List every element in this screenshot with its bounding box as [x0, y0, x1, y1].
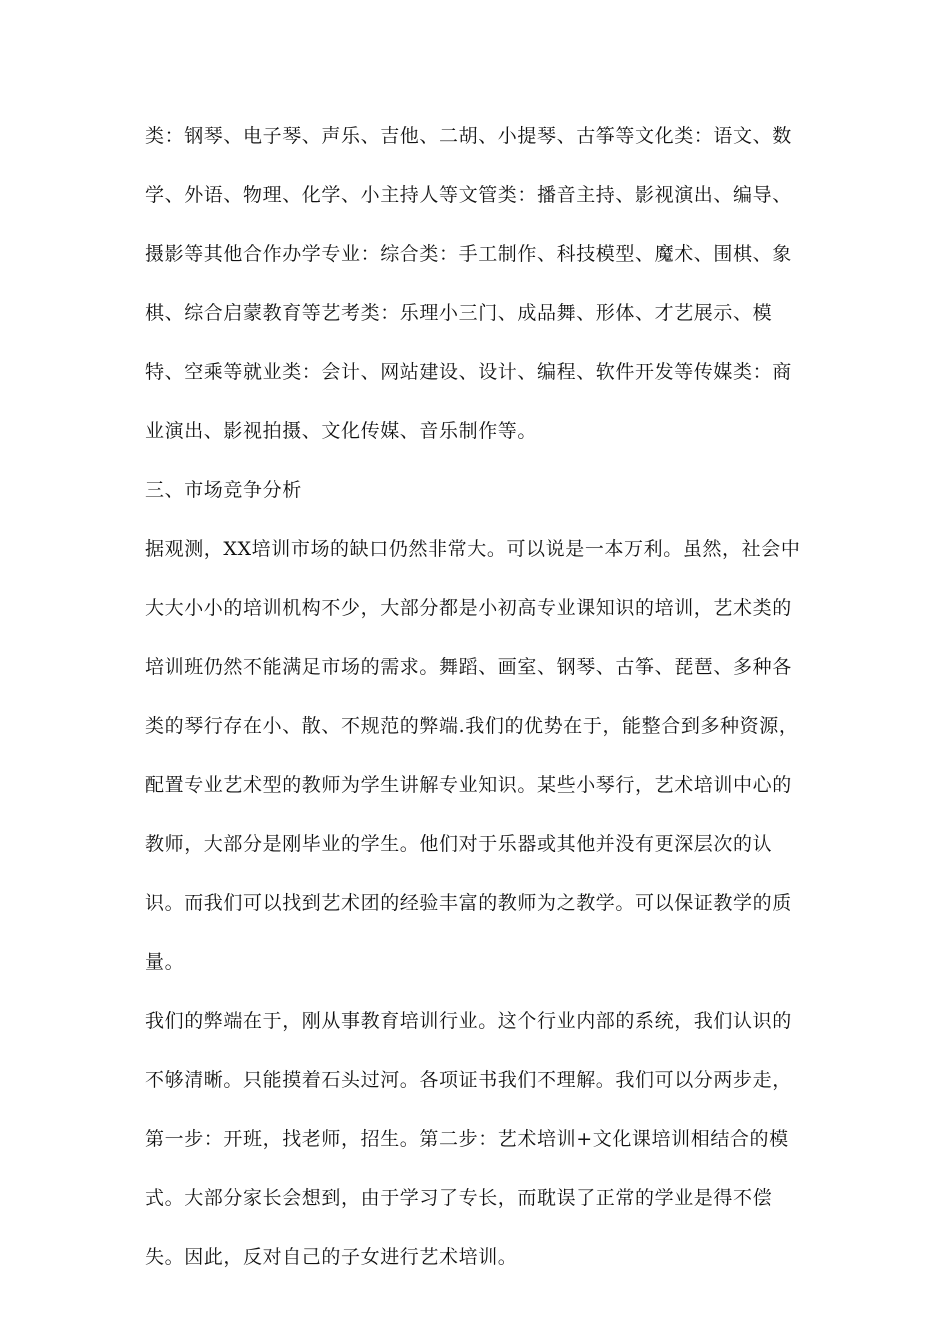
section-heading-market-competition: 三、市场竞争分析 [145, 479, 302, 501]
paragraph-weaknesses: 我们的弊端在于，刚从事教育培训行业。这个行业内部的系统，我们认识的不够清晰。只能摸着石头过河。各项证书我们不理解。我们可以分两步走，第一步：开班，找老师，招生。第二步：艺术培训+文化课培训相结合的模式。大部分家长会想到，由于学习了专长，而耽误了正常的学业是得不偿失。因此，反对自己的子女进行艺术培训。 [145, 1010, 792, 1268]
paragraph-market-observation: 据观测，XX培训市场的缺口仍然非常大。可以说是一本万利。虽然，社会中大大小小的培训机构不少，大部分都是小初高专业课知识的培训，艺术类的培训班仍然不能满足市场的需求。舞蹈、画室、钢琴、古筝、琵琶、多种各类的琴行存在小、散、不规范的弊端.我们的优势在于，能整合到多种资源，配置专业艺术型的教师为学生讲解专业知识。某些小琴行，艺术培训中心的教师，大部分是刚毕业的学生。他们对于乐器或其他并没有更深层次的认识。而我们可以找到艺术团的经验丰富的教师为之教学。可以保证教学的质量。 [145, 538, 801, 973]
paragraph-course-categories: 类：钢琴、电子琴、声乐、吉他、二胡、小提琴、古筝等文化类：语文、数学、外语、物理、化学、小主持人等文管类：播音主持、影视演出、编导、摄影等其他合作办学专业：综合类：手工制作、科技模型、魔术、围棋、象棋、综合启蒙教育等艺考类：乐理小三门、成品舞、形体、才艺展示、模特、空乘等就业类：会计、网站建设、设计、编程、软件开发等传媒类：商业演出、影视拍摄、文化传媒、音乐制作等。 [145, 125, 792, 442]
document-body [145, 107, 810, 1287]
